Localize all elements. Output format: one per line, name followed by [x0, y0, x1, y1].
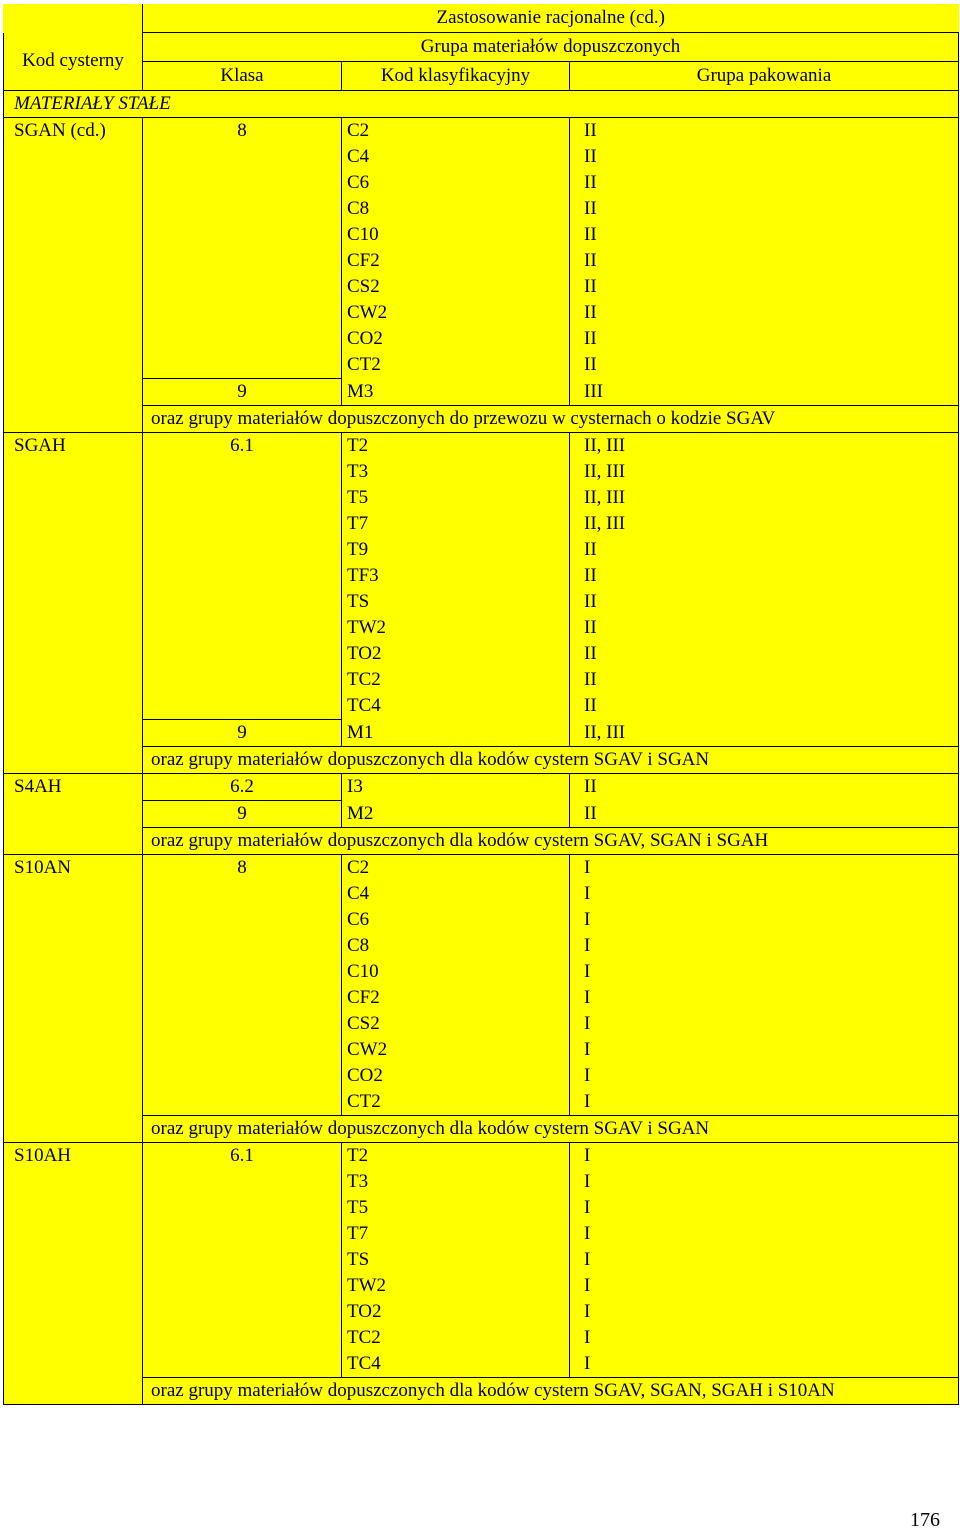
table-row — [4, 326, 959, 352]
cell-grupa: II, III — [570, 433, 959, 460]
cell-klasa — [143, 589, 342, 615]
group-note: oraz grupy materiałów dopuszczonych dla kodów cystern SGAV i SGAN — [143, 747, 959, 774]
cell-kod: TF3 — [342, 563, 570, 589]
cell-klasa — [143, 1037, 342, 1063]
table-row — [4, 300, 959, 326]
table-row — [4, 1195, 959, 1221]
cell-kod: C2 — [342, 118, 570, 145]
cell-kod: CF2 — [342, 985, 570, 1011]
table-row — [4, 222, 959, 248]
table-row — [4, 907, 959, 933]
tank-code — [4, 118, 143, 433]
cell-grupa: II — [570, 352, 959, 379]
cell-kod: CW2 — [342, 300, 570, 326]
tank-code-label: S4AH — [14, 776, 62, 797]
cell-grupa: II — [570, 537, 959, 563]
cell-grupa: II — [570, 615, 959, 641]
table-row — [4, 1299, 959, 1325]
cell-klasa — [143, 459, 342, 485]
cell-klasa — [143, 274, 342, 300]
table-title: Zastosowanie racjonalne (cd.) — [143, 4, 959, 33]
cell-kod: C10 — [342, 959, 570, 985]
tank-code-table — [3, 4, 959, 1405]
cell-kod: T5 — [342, 485, 570, 511]
cell-klasa — [143, 352, 342, 379]
cell-kod: CT2 — [342, 352, 570, 379]
table-row — [4, 196, 959, 222]
cell-grupa: I — [570, 1351, 959, 1378]
cell-kod: T2 — [342, 1143, 570, 1170]
table-row — [4, 118, 959, 145]
table-row — [4, 641, 959, 667]
cell-klasa — [143, 537, 342, 563]
table-row — [4, 485, 959, 511]
cell-klasa — [143, 1011, 342, 1037]
cell-grupa: II — [570, 563, 959, 589]
table-row — [4, 881, 959, 907]
cell-klasa — [143, 248, 342, 274]
note-row — [4, 747, 959, 774]
cell-klasa — [143, 641, 342, 667]
note-row — [4, 1116, 959, 1143]
cell-grupa: I — [570, 1221, 959, 1247]
table-row — [4, 537, 959, 563]
table-row — [4, 615, 959, 641]
cell-grupa: I — [570, 1195, 959, 1221]
cell-kod: TC2 — [342, 1325, 570, 1351]
tank-code — [4, 774, 143, 855]
cell-grupa: II — [570, 144, 959, 170]
cell-klasa — [143, 1273, 342, 1299]
cell-klasa — [143, 933, 342, 959]
table-row — [4, 170, 959, 196]
table-row — [4, 1011, 959, 1037]
table-row — [4, 693, 959, 720]
cell-grupa: I — [570, 1299, 959, 1325]
table-row — [4, 1169, 959, 1195]
header-kod-cysterny: Kod cysterny — [4, 33, 143, 91]
table-row — [4, 667, 959, 693]
group-note: oraz grupy materiałów dopuszczonych dla kodów cystern SGAV i SGAN — [143, 1116, 959, 1143]
cell-kod: T2 — [342, 433, 570, 460]
cell-klasa — [143, 1089, 342, 1116]
cell-kod: TW2 — [342, 615, 570, 641]
tank-code — [4, 855, 143, 1143]
table-row — [4, 774, 959, 801]
cell-klasa — [143, 1299, 342, 1325]
cell-grupa: II — [570, 300, 959, 326]
cell-kod: C4 — [342, 144, 570, 170]
cell-klasa — [143, 1351, 342, 1378]
cell-klasa — [143, 222, 342, 248]
table-row — [4, 1247, 959, 1273]
cell-kod: M2 — [342, 801, 570, 828]
table-row — [4, 563, 959, 589]
page-number: 176 — [910, 1509, 940, 1531]
cell-grupa: II — [570, 801, 959, 828]
cell-grupa: III — [570, 379, 959, 406]
cell-klasa — [143, 1247, 342, 1273]
cell-klasa: 6.2 — [143, 774, 342, 801]
section-label: MATERIAŁY STAŁE — [4, 91, 959, 118]
cell-kod: M1 — [342, 720, 570, 747]
table-row — [4, 433, 959, 460]
cell-kod: C6 — [342, 907, 570, 933]
cell-klasa — [143, 485, 342, 511]
cell-klasa: 8 — [143, 855, 342, 882]
cell-grupa: I — [570, 933, 959, 959]
note-row — [4, 1378, 959, 1405]
cell-klasa — [143, 1325, 342, 1351]
cell-grupa: I — [570, 1325, 959, 1351]
cell-klasa — [143, 693, 342, 720]
cell-kod: TC2 — [342, 667, 570, 693]
table-row — [4, 589, 959, 615]
cell-grupa: II, III — [570, 459, 959, 485]
cell-grupa: II — [570, 641, 959, 667]
cell-kod: CW2 — [342, 1037, 570, 1063]
header-klasa: Klasa — [143, 62, 342, 91]
tank-code-label: S10AH — [14, 1145, 72, 1166]
cell-kod: T5 — [342, 1195, 570, 1221]
cell-klasa — [143, 1063, 342, 1089]
cell-grupa: II, III — [570, 485, 959, 511]
cell-grupa: I — [570, 1169, 959, 1195]
cell-kod: CS2 — [342, 1011, 570, 1037]
cell-grupa: II — [570, 170, 959, 196]
tank-code — [4, 1143, 143, 1405]
group-note: oraz grupy materiałów dopuszczonych do przewozu w cysternach o kodzie SGAV — [143, 406, 959, 433]
cell-kod: CO2 — [342, 326, 570, 352]
table-row — [4, 720, 959, 747]
cell-klasa: 9 — [143, 720, 342, 747]
cell-kod: TS — [342, 589, 570, 615]
table-row — [4, 379, 959, 406]
table-row — [4, 1037, 959, 1063]
note-row — [4, 828, 959, 855]
cell-grupa: I — [570, 855, 959, 882]
table-row — [4, 459, 959, 485]
cell-grupa: I — [570, 1143, 959, 1170]
cell-kod: TW2 — [342, 1273, 570, 1299]
cell-kod: TC4 — [342, 693, 570, 720]
cell-kod: CS2 — [342, 274, 570, 300]
tank-code-label: SGAN (cd.) — [14, 120, 106, 141]
table-row — [4, 352, 959, 379]
cell-grupa: II, III — [570, 511, 959, 537]
cell-grupa: II, III — [570, 720, 959, 747]
cell-klasa — [143, 1195, 342, 1221]
cell-klasa — [143, 144, 342, 170]
table-row — [4, 1089, 959, 1116]
table-row — [4, 801, 959, 828]
cell-grupa: I — [570, 1037, 959, 1063]
cell-grupa: I — [570, 1273, 959, 1299]
tank-code-label: SGAH — [14, 435, 66, 456]
table-row — [4, 1063, 959, 1089]
table-row — [4, 511, 959, 537]
cell-grupa: II — [570, 667, 959, 693]
table-row — [4, 933, 959, 959]
cell-grupa: II — [570, 693, 959, 720]
table-row — [4, 1325, 959, 1351]
header-kod-klasyfikacyjny: Kod klasyfikacyjny — [342, 62, 570, 91]
cell-kod: TS — [342, 1247, 570, 1273]
cell-grupa: I — [570, 985, 959, 1011]
cell-kod: C4 — [342, 881, 570, 907]
cell-klasa: 6.1 — [143, 1143, 342, 1170]
group-note: oraz grupy materiałów dopuszczonych dla kodów cystern SGAV, SGAN, SGAH i S10AN — [143, 1378, 959, 1405]
cell-grupa: II — [570, 222, 959, 248]
cell-grupa: I — [570, 881, 959, 907]
table-row — [4, 1351, 959, 1378]
table-row — [4, 1143, 959, 1170]
cell-kod: CO2 — [342, 1063, 570, 1089]
cell-kod: TC4 — [342, 1351, 570, 1378]
table-row — [4, 959, 959, 985]
table-row — [4, 1221, 959, 1247]
cell-klasa — [143, 985, 342, 1011]
cell-kod: T3 — [342, 459, 570, 485]
cell-kod: TO2 — [342, 1299, 570, 1325]
cell-grupa: II — [570, 589, 959, 615]
cell-grupa: I — [570, 1063, 959, 1089]
table-row — [4, 1273, 959, 1299]
cell-grupa: II — [570, 118, 959, 145]
cell-klasa — [143, 511, 342, 537]
cell-kod: C8 — [342, 933, 570, 959]
document — [3, 4, 958, 1531]
cell-klasa — [143, 326, 342, 352]
table-row — [4, 144, 959, 170]
cell-kod: C2 — [342, 855, 570, 882]
cell-grupa: I — [570, 1089, 959, 1116]
cell-grupa: I — [570, 1247, 959, 1273]
cell-kod: C10 — [342, 222, 570, 248]
cell-grupa: I — [570, 907, 959, 933]
tank-code-label: S10AN — [14, 857, 72, 878]
cell-klasa — [143, 1221, 342, 1247]
cell-klasa — [143, 881, 342, 907]
cell-grupa: II — [570, 248, 959, 274]
cell-klasa — [143, 667, 342, 693]
header-grupa: Grupa materiałów dopuszczonych — [143, 33, 959, 62]
cell-grupa: I — [570, 1011, 959, 1037]
group-note: oraz grupy materiałów dopuszczonych dla kodów cystern SGAV, SGAN i SGAH — [143, 828, 959, 855]
cell-klasa: 9 — [143, 801, 342, 828]
cell-kod: T7 — [342, 511, 570, 537]
cell-klasa — [143, 563, 342, 589]
table-row — [4, 248, 959, 274]
cell-grupa: I — [570, 959, 959, 985]
cell-klasa: 6.1 — [143, 433, 342, 460]
cell-klasa — [143, 170, 342, 196]
tank-code — [4, 433, 143, 774]
cell-grupa: II — [570, 196, 959, 222]
cell-kod: T7 — [342, 1221, 570, 1247]
cell-kod: C6 — [342, 170, 570, 196]
cell-kod: T9 — [342, 537, 570, 563]
cell-klasa: 8 — [143, 118, 342, 145]
table-row — [4, 274, 959, 300]
cell-klasa — [143, 959, 342, 985]
cell-kod: CF2 — [342, 248, 570, 274]
header-grupa-pakowania: Grupa pakowania — [570, 62, 959, 91]
cell-klasa — [143, 300, 342, 326]
cell-kod: I3 — [342, 774, 570, 801]
cell-klasa — [143, 1169, 342, 1195]
cell-kod: TO2 — [342, 641, 570, 667]
note-row — [4, 406, 959, 433]
cell-klasa — [143, 907, 342, 933]
cell-kod: C8 — [342, 196, 570, 222]
cell-klasa: 9 — [143, 379, 342, 406]
cell-kod: M3 — [342, 379, 570, 406]
cell-kod: CT2 — [342, 1089, 570, 1116]
cell-grupa: II — [570, 774, 959, 801]
cell-grupa: II — [570, 274, 959, 300]
cell-kod: T3 — [342, 1169, 570, 1195]
cell-klasa — [143, 196, 342, 222]
table-row — [4, 855, 959, 882]
cell-klasa — [143, 615, 342, 641]
cell-grupa: II — [570, 326, 959, 352]
table-row — [4, 985, 959, 1011]
